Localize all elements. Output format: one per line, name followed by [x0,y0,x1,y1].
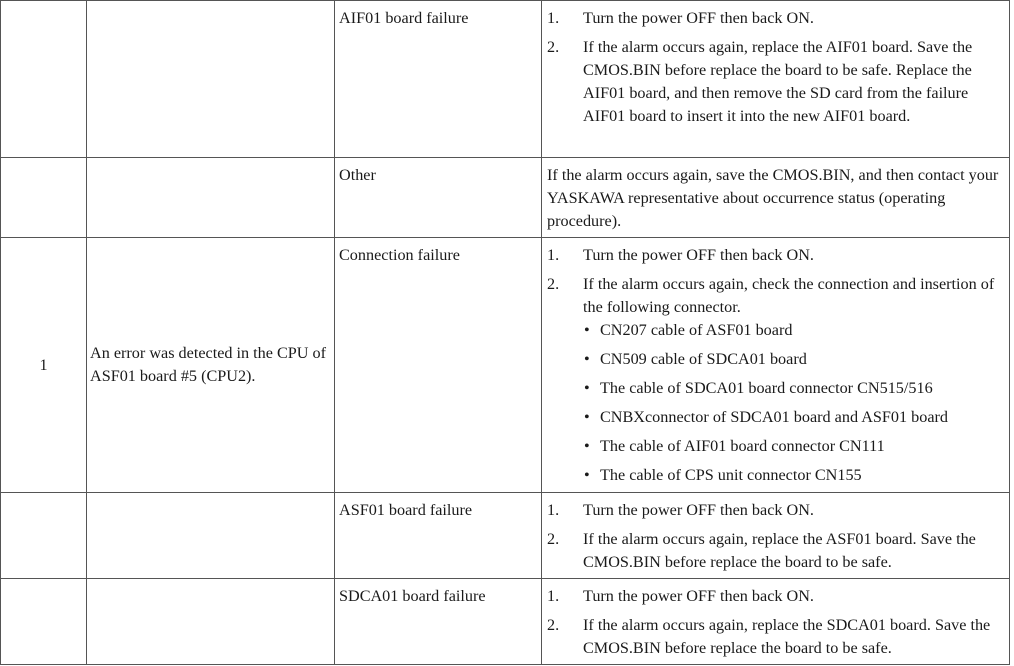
cause-cell [335,1,542,158]
remedy-cell [542,158,1010,238]
step-number: 2. [547,616,560,634]
step-text: Turn the power OFF then back ON. [583,587,814,605]
remedy-step [547,499,1001,522]
cause-text: Other [339,166,376,184]
table-row [1,579,1010,665]
table-row [1,493,1010,579]
step-number: 1. [547,246,560,264]
table-row [1,1,1010,158]
list-item: • The cable of AIF01 board connector CN111 [583,435,1001,458]
remedy-text: If the alarm occurs again, save the CMOS.BIN, and then contact your YASKAWA representative about occurrence status (operating procedure). [547,166,999,230]
remedy-step [547,585,1001,608]
step-text: If the alarm occurs again, replace the ASF01 board. Save the CMOS.BIN before replace the board to be safe. [583,530,976,571]
list-item: • CNBXconnector of SDCA01 board and ASF01 board [583,406,1001,429]
meaning-cell [87,1,335,158]
step-text: Turn the power OFF then back ON. [583,9,814,27]
step-number: 2. [547,530,560,548]
sub-code-cell [1,1,87,158]
step-number: 1. [547,587,560,605]
sub-code-cell [1,238,87,493]
sub-code-cell [1,158,87,238]
step-text: If the alarm occurs again, check the connection and insertion of the following connector. [583,275,995,316]
list-item: • The cable of SDCA01 board connector CN515/516 [583,377,1001,400]
step-text: Turn the power OFF then back ON. [583,501,814,519]
step-text: If the alarm occurs again, replace the SDCA01 board. Save the CMOS.BIN before replace the board to be safe. [583,616,991,657]
sub-code-cell [1,579,87,665]
step-number: 1. [547,9,560,27]
cause-cell [335,238,542,493]
meaning-cell [87,158,335,238]
cause-cell [335,579,542,665]
meaning-cell [87,579,335,665]
remedy-step [547,7,1001,30]
cause-text: ASF01 board failure [339,501,473,519]
remedy-step [547,528,1001,574]
step-number: 2. [547,275,560,293]
cause-cell [335,493,542,579]
step-text: Turn the power OFF then back ON. [583,246,814,264]
sub-code: 1 [39,355,48,374]
remedy-step [547,244,1001,267]
remedy-step [547,273,1001,487]
sub-code-cell [1,493,87,579]
cause-text: SDCA01 board failure [339,587,486,605]
remedy-cell [542,579,1010,665]
list-item: • CN509 cable of SDCA01 board [583,348,1001,371]
list-item: • The cable of CPS unit connector CN155 [583,464,1001,487]
list-item: • CN207 cable of ASF01 board [583,319,1001,342]
remedy-cell [542,493,1010,579]
connector-list [583,319,1001,487]
remedy-step [547,614,1001,660]
step-text: If the alarm occurs again, replace the AIF01 board. Save the CMOS.BIN before replace the board to be safe. Replace the AIF01 board, and then remove the SD card from the failure AIF01 board to insert it into the new AIF01 board. [583,38,973,125]
table-row [1,158,1010,238]
meaning-text: An error was detected in the CPU of ASF01 board #5 (CPU2). [90,344,326,385]
table-row [1,238,1010,493]
cause-cell [335,158,542,238]
meaning-cell [87,493,335,579]
meaning-cell [87,238,335,493]
remedy-cell [542,1,1010,158]
step-number: 2. [547,38,560,56]
step-number: 1. [547,501,560,519]
cause-text: AIF01 board failure [339,9,469,27]
remedy-step [547,36,1001,128]
cause-text: Connection failure [339,246,460,264]
remedy-cell [542,238,1010,493]
